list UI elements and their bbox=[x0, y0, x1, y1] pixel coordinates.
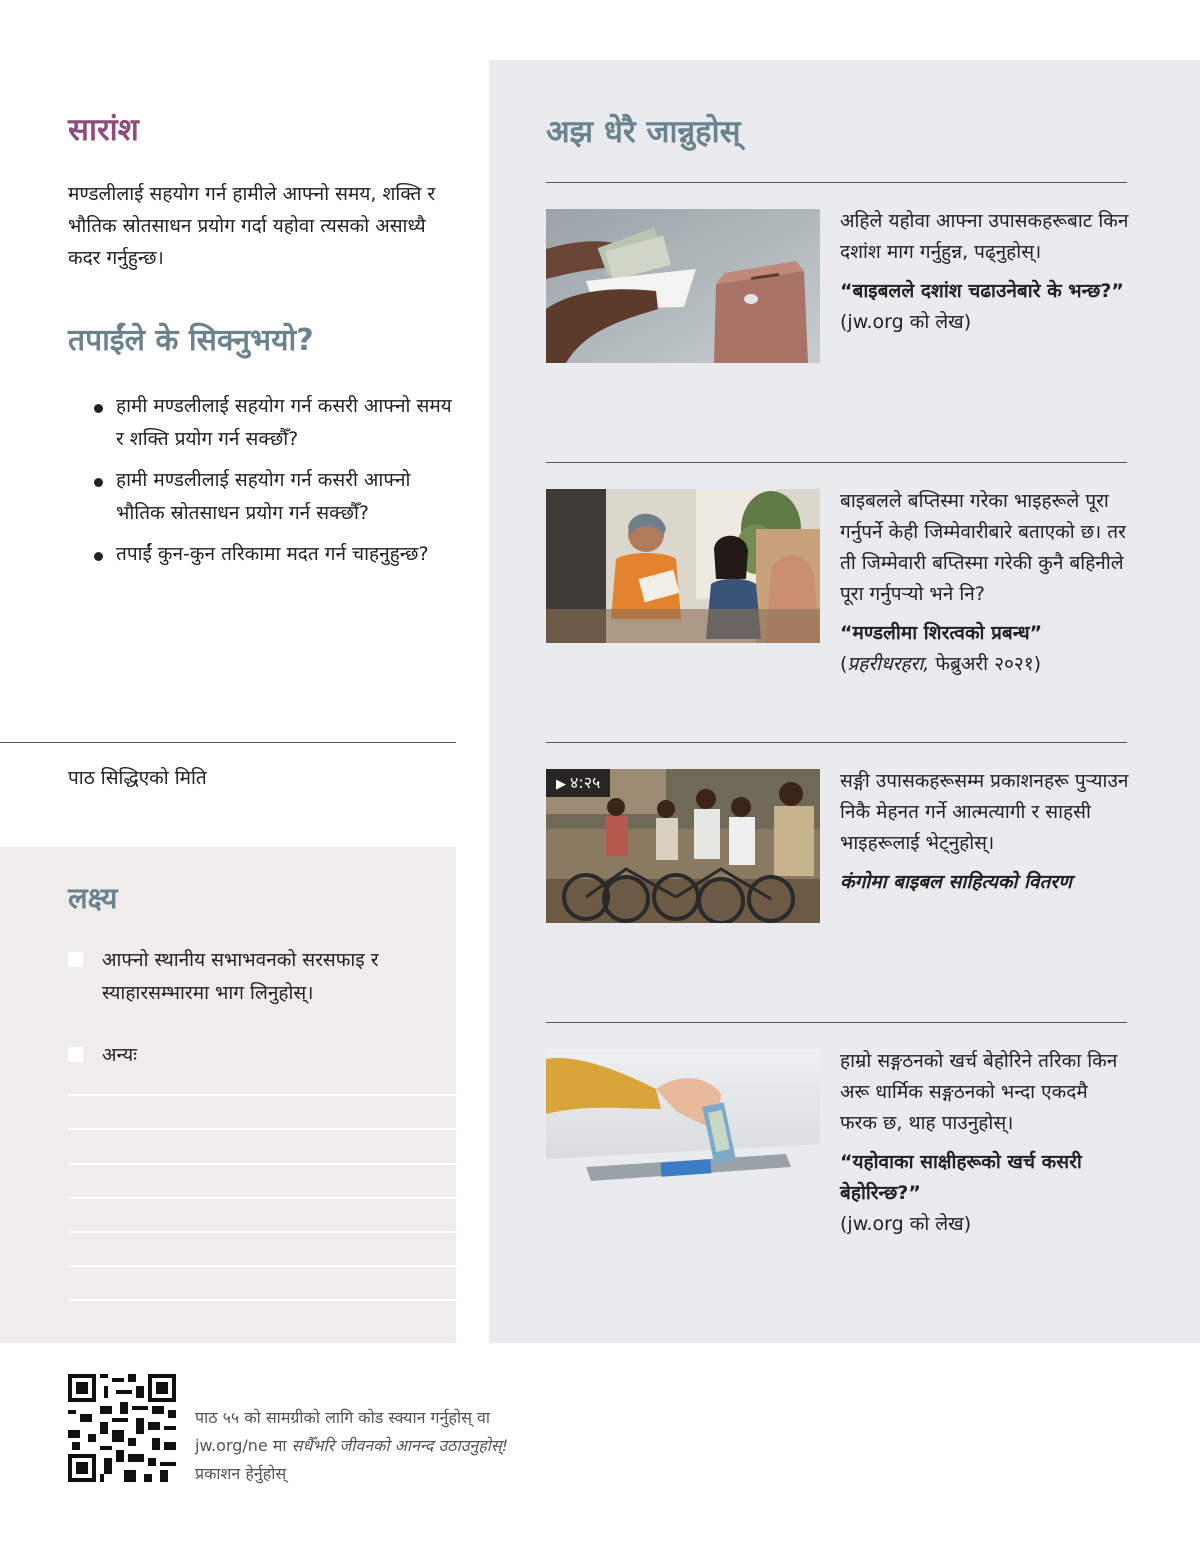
resource-source: (jw.org को लेख) bbox=[840, 311, 972, 333]
resource-link-title[interactable]: “बाइबलले दशांश चढाउनेबारे के भन्छ?” bbox=[840, 280, 1124, 302]
goal-checkbox[interactable] bbox=[68, 1047, 83, 1062]
donation-box-photo[interactable] bbox=[546, 1049, 820, 1203]
goal-heading: लक्ष्य bbox=[68, 881, 118, 915]
completion-divider bbox=[0, 742, 456, 743]
resource-funding bbox=[840, 1046, 1130, 1240]
completion-date-label: पाठ सिद्धिएको मिति bbox=[68, 767, 207, 789]
write-in-line[interactable] bbox=[68, 1163, 456, 1165]
resource-description: बाइबलले बप्तिस्मा गरेका भाइहरूले पूरा गर्नुपर्ने केही जिम्मेवारीबारे बताएको छ। तर ती जिम्मेवारी बप्तिस्मा गरेकी कुनै बहिनीले पूरा गर्नुपर्‍यो भने नि? bbox=[840, 490, 1126, 605]
resource-reference bbox=[840, 276, 1130, 338]
resource-divider bbox=[546, 182, 1127, 183]
resource-link-title[interactable]: “मण्डलीमा शिरत्वको प्रबन्ध” bbox=[840, 622, 1043, 644]
resource-source: (jw.org को लेख) bbox=[840, 1213, 972, 1235]
play-icon[interactable]: ▶ bbox=[556, 777, 566, 792]
goal-checkbox[interactable] bbox=[68, 952, 83, 967]
qr-code-icon[interactable] bbox=[68, 1374, 176, 1482]
goal-item-other[interactable] bbox=[68, 1039, 448, 1072]
footer-line: jw.org/ne मा सधैँभरि जीवनको आनन्द उठाउनुहोस्! bbox=[195, 1436, 509, 1455]
resource-source: (प्रहरीधरहरा, फेब्रुअरी २०२१) bbox=[840, 653, 1042, 675]
tithe-offering-photo[interactable] bbox=[546, 209, 820, 363]
resource-link-title[interactable]: कंगोमा बाइबल साहित्यको वितरण bbox=[840, 871, 1072, 893]
write-in-line[interactable] bbox=[68, 1128, 456, 1130]
resource-description: सङ्गी उपासकहरूसम्म प्रकाशनहरू पुऱ्याउन निकै मेहनत गर्ने आत्मत्यागी र साहसी भाइहरूलाई भेट्नुहोस्। bbox=[840, 770, 1129, 854]
summary-text: मण्डलीलाई सहयोग गर्न हामीले आफ्नो समय, शक्ति र भौतिक स्रोतसाधन प्रयोग गर्दा यहोवा त्यसको असाध्यै कदर गर्नुहुन्छ। bbox=[68, 183, 436, 269]
review-question: तपाईं कुन-कुन तरिकामा मदत गर्न चाहनुहुन्छ? bbox=[92, 538, 452, 571]
review-question: हामी मण्डलीलाई सहयोग गर्न कसरी आफ्नो समय र शक्ति प्रयोग गर्न सक्छौँ? bbox=[92, 390, 452, 456]
bicycles-video-thumbnail[interactable] bbox=[546, 769, 820, 923]
learn-more-heading: अझ धेरै जान्नुहोस् bbox=[546, 114, 741, 150]
resource-divider bbox=[546, 462, 1127, 463]
footer-line: पाठ ५५ को सामग्रीको लागि कोड स्क्यान गर्नुहोस् वा bbox=[195, 1408, 491, 1427]
review-questions bbox=[92, 390, 452, 579]
resource-description: हाम्रो सङ्गठनको खर्च बेहोरिने तरिका किन अरू धार्मिक सङ्गठनको भन्दा एकदमै फरक छ, थाह पाउनुहोस्। bbox=[840, 1050, 1118, 1134]
summary-heading: सारांश bbox=[68, 112, 139, 148]
footer-instructions bbox=[195, 1404, 615, 1488]
learned-heading: तपाईंले के सिक्नुभयो? bbox=[68, 323, 314, 358]
write-in-line[interactable] bbox=[68, 1094, 456, 1096]
resource-divider bbox=[546, 742, 1127, 743]
resource-divider bbox=[546, 1022, 1127, 1023]
resource-reference bbox=[840, 1147, 1130, 1240]
write-in-line[interactable] bbox=[68, 1299, 456, 1301]
resource-headship bbox=[840, 486, 1130, 680]
write-in-line[interactable] bbox=[68, 1265, 456, 1267]
resource-link-title[interactable]: “यहोवाका साक्षीहरूको खर्च कसरी बेहोरिन्छ?” bbox=[840, 1151, 1082, 1204]
goal-item-label: आफ्नो स्थानीय सभाभवनको सरसफाइ र स्याहारसम्भारमा भाग लिनुहोस्। bbox=[102, 949, 379, 1004]
bible-study-photo[interactable] bbox=[546, 489, 820, 643]
review-question: हामी मण्डलीलाई सहयोग गर्न कसरी आफ्नो भौतिक स्रोतसाधन प्रयोग गर्न सक्छौँ? bbox=[92, 464, 452, 530]
goal-item-label: अन्यः bbox=[102, 1044, 137, 1066]
resource-tithe bbox=[840, 206, 1130, 338]
video-duration-badge: ▶ ४:२५ bbox=[546, 769, 610, 797]
footer-line: प्रकाशन हेर्नुहोस् bbox=[195, 1464, 287, 1483]
write-in-line[interactable] bbox=[68, 1197, 456, 1199]
resource-congo bbox=[840, 766, 1130, 898]
resource-reference bbox=[840, 618, 1130, 680]
resource-description: अहिले यहोवा आफ्ना उपासकहरूबाट किन दशांश माग गर्नुहुन्न, पढ्नुहोस्। bbox=[840, 210, 1129, 263]
write-in-line[interactable] bbox=[68, 1231, 456, 1233]
resource-reference bbox=[840, 867, 1130, 898]
goal-item-cleaning[interactable] bbox=[68, 944, 448, 1010]
left-column bbox=[0, 0, 456, 1343]
